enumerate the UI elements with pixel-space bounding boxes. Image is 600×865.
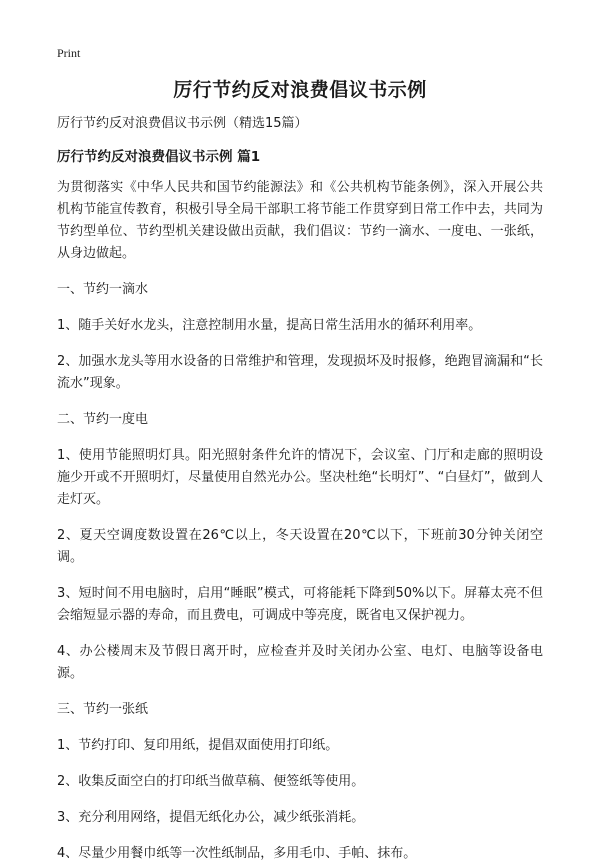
paper-item-1: 1、节约打印、复印用纸，提倡双面使用打印纸。 — [57, 738, 339, 753]
section-title: 厉行节约反对浪费倡议书示例 篇1 — [57, 149, 261, 165]
heading-save-electricity: 二、节约一度电 — [57, 412, 149, 427]
page-title: 厉行节约反对浪费倡议书示例 — [173, 79, 427, 101]
paper-item-3: 3、充分利用网络，提倡无纸化办公，减少纸张消耗。 — [57, 810, 365, 825]
water-item-2: 2、加强水龙头等用水设备的日常维护和管理，发现损坏及时报修，绝跑冒滴漏和“长流水”现象。 — [57, 354, 543, 391]
heading-save-paper: 三、节约一张纸 — [57, 702, 149, 717]
print-link[interactable]: Print — [57, 46, 81, 60]
heading-save-water: 一、节约一滴水 — [57, 282, 149, 297]
electricity-item-3: 3、短时间不用电脑时，启用“睡眠”模式，可将能耗下降到50%以下。屏幕太亮不但会缩短显示器的寿命，而且费电，可调成中等亮度，既省电又保护视力。 — [57, 586, 543, 623]
electricity-item-1: 1、使用节能照明灯具。阳光照射条件允许的情况下，会议室、门厅和走廊的照明设施少开或不开照明灯，尽量使用自然光办公。坚决杜绝“长明灯”、“白昼灯”，做到人走灯灭。 — [57, 448, 543, 507]
water-item-1: 1、随手关好水龙头，注意控制用水量，提高日常生活用水的循环利用率。 — [57, 318, 482, 333]
electricity-item-4: 4、办公楼周末及节假日离开时，应检查并及时关闭办公室、电灯、电脑等设备电源。 — [57, 644, 543, 681]
paper-item-2: 2、收集反面空白的打印纸当做草稿、便签纸等使用。 — [57, 774, 365, 789]
paper-item-4: 4、尽量少用餐巾纸等一次性纸制品，多用毛巾、手帕、抹布。 — [57, 846, 417, 861]
document-subtitle: 厉行节约反对浪费倡议书示例（精选15篇） — [57, 116, 308, 131]
electricity-item-2: 2、夏天空调度数设置在26℃以上，冬天设置在20℃以下，下班前30分钟关闭空调。 — [57, 528, 543, 565]
intro-paragraph: 为贯彻落实《中华人民共和国节约能源法》和《公共机构节能条例》，深入开展公共机构节能宣传教育，积极引导全局干部职工将节能工作贯穿到日常工作中去，共同为节约型单位、节约型机关建设做出贡献，我们倡议：节约一滴水、一度电、一张纸，从身边做起。 — [57, 180, 543, 261]
